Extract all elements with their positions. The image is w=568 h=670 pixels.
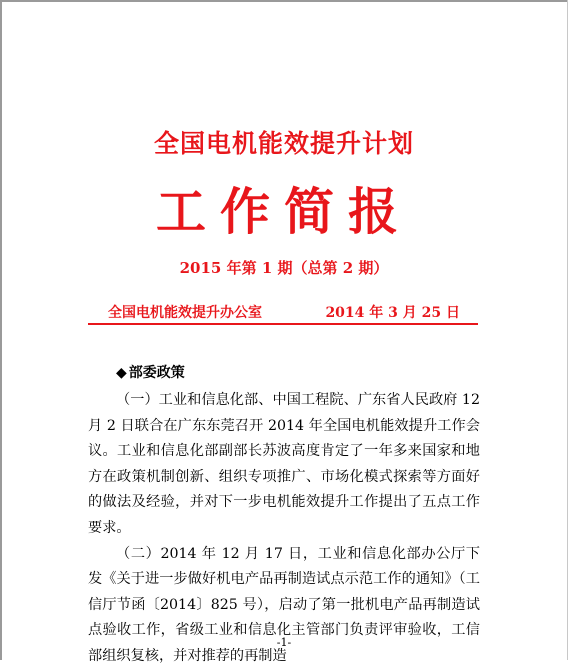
paragraph-2: （二）2014 年 12 月 17 日，工业和信息化部办公厅下发《关于进一步做好机电产品再制造试点示范工作的通知》（工信厅节函〔2014〕825 号），启动了第一批机电产品再制造试点验收工作，省级工业和信息化主管部门负责评审验收，工信部组织复核，并对推荐的再制造 bbox=[88, 545, 480, 664]
page-border-top bbox=[0, 0, 568, 2]
section-heading-text: 部委政策 bbox=[128, 365, 185, 381]
section-heading bbox=[116, 362, 185, 382]
diamond-bullet-icon: ◆ bbox=[116, 365, 127, 381]
issue-number: 2015 年第 1 期（总第 2 期） bbox=[179, 259, 389, 277]
masthead-info bbox=[88, 302, 478, 322]
bulletin-title: 工作简报 bbox=[156, 182, 412, 241]
issue-date: 2014 年 3 月 25 日 bbox=[325, 305, 460, 321]
masthead-divider bbox=[88, 323, 478, 325]
page-border-left bbox=[0, 0, 2, 660]
issuing-office: 全国电机能效提升办公室 bbox=[108, 305, 262, 321]
paragraph-1: （一）工业和信息化部、中国工程院、广东省人民政府 12 月 2 日联合在广东东莞召开 2014 年全国电机能效提升工作会议。工业和信息化部副部长苏波高度肯定了一年多来国家和地方在政策机制创新、组织专项推广、市场化模式探索等方面好的做法及经验，并对下一步电机能效提升工作提出了五点工作要求。 bbox=[88, 392, 480, 536]
body-text bbox=[88, 388, 480, 670]
program-title: 全国电机能效提升计划 bbox=[153, 129, 414, 158]
page-number: -1- bbox=[276, 636, 292, 649]
